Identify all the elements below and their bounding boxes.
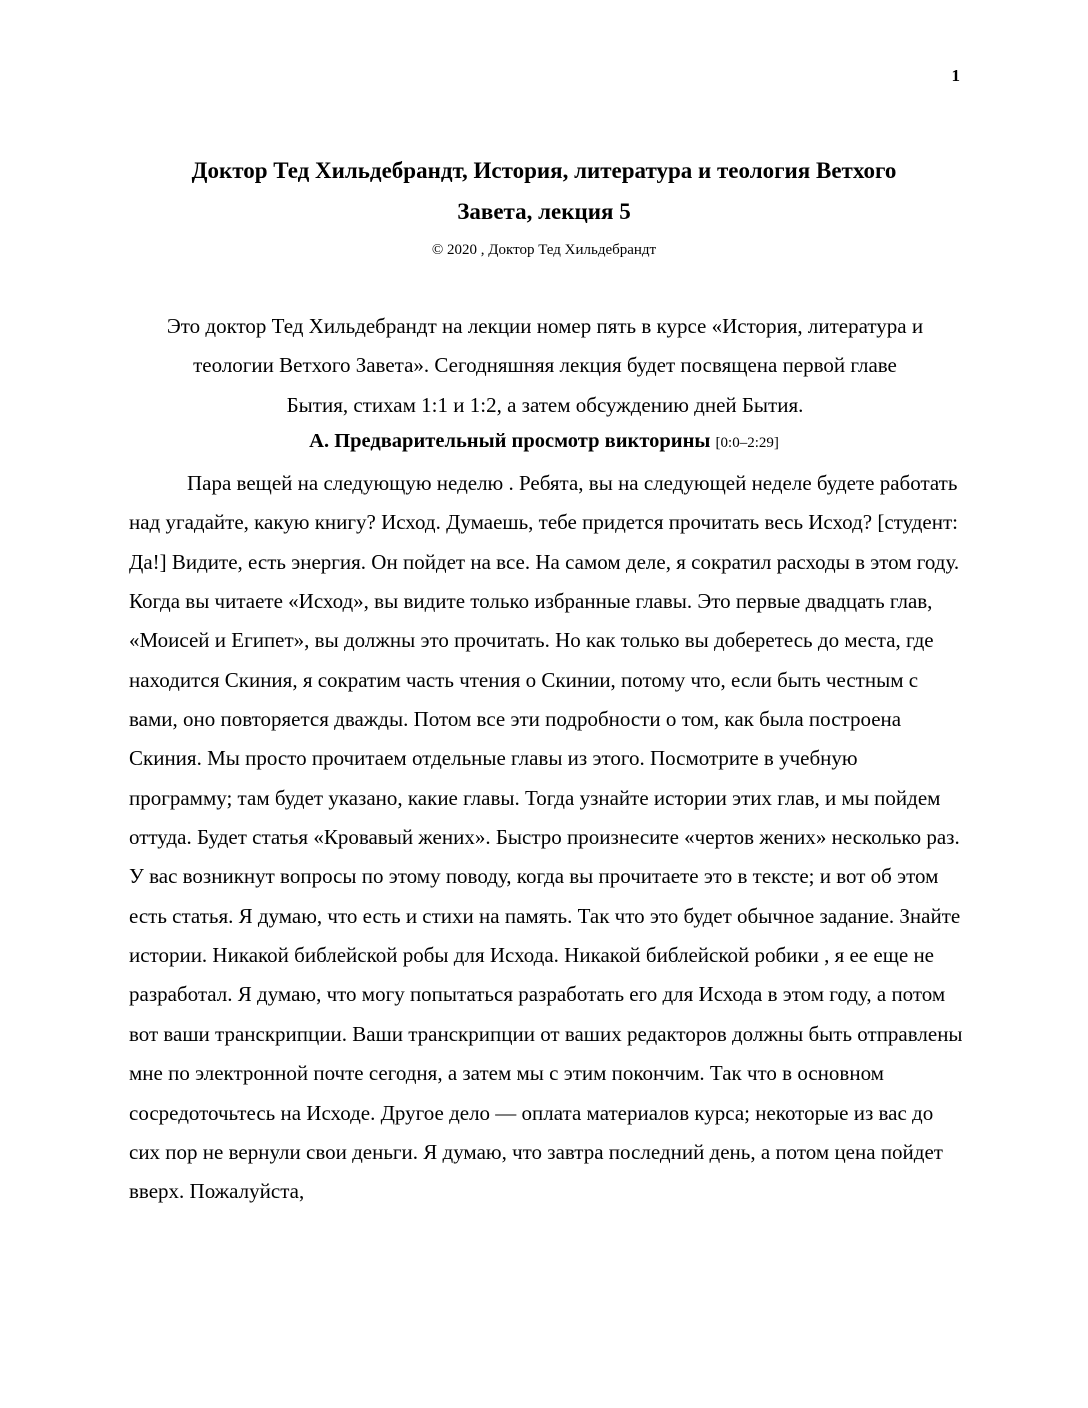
- document-title: [130, 150, 958, 232]
- title-line-2: Завета, лекция 5: [457, 199, 631, 224]
- section-heading: [130, 430, 958, 453]
- intro-line-3: Бытия, стихам 1:1 и 1:2, а затем обсуждению дней Бытия.: [286, 392, 804, 417]
- page-number: 1: [951, 66, 960, 85]
- body-paragraph: Пара вещей на следующую неделю . Ребята, вы на следующей неделе будете работать над угадайте, какую книгу? Исход. Думаешь, тебе придется прочитать весь Исход? [студент: Да!] Видите, есть энергия. Он пойдет на все. На самом деле, я сократил расходы в этом году. Когда вы читаете «Исход», вы видите только избранные главы. Это первые двадцать глав, «Моисей и Египет», вы должны это прочитать. Но как только вы доберетесь до места, где находится Скиния, я сократим часть чтения о Скинии, потому что, если быть честным с вами, оно повторяется дважды. Потом все эти подробности о том, как была построена Скиния. Мы просто прочитаем отдельные главы из этого. Посмотрите в учебную программу; там будет указано, какие главы. Тогда узнайте истории этих глав, и мы пойдем оттуда. Будет статья «Кровавый жених». Быстро произнесите «чертов жених» несколько раз. У вас возникнут вопросы по этому поводу, когда вы прочитаете это в тексте; и вот об этом есть статья. Я думаю, что есть и стихи на память. Так что это будет обычное задание. Знайте истории. Никакой библейской робы для Исхода. Никакой библейской робики , я ее еще не разработал. Я думаю, что могу попытаться разработать его для Исхода в этом году, а потом вот ваши транскрипции. Ваши транскрипции от ваших редакторов должны быть отправлены мне по электронной почте сегодня, а затем мы с этим покончим. Так что в основном сосредоточьтесь на Исходе. Другое дело — оплата материалов курса; некоторые из вас до сих пор не вернули свои деньги. Я думаю, что завтра последний день, а потом цена пойдет вверх. Пожалуйста,: [129, 471, 963, 1204]
- title-line-1: Доктор Тед Хильдебрандт, История, литература и теология Ветхого: [191, 158, 897, 183]
- intro-paragraph: [120, 307, 970, 425]
- intro-line-2: теологии Ветхого Завета». Сегодняшняя лекция будет посвящена первой главе: [193, 353, 897, 378]
- section-heading-text: А. Предварительный просмотр викторины: [309, 430, 711, 452]
- intro-line-1: Это доктор Тед Хильдебрандт на лекции номер пять в курсе «История, литература и: [166, 314, 924, 338]
- copyright-notice: © 2020 , Доктор Тед Хильдебрандт: [431, 242, 657, 258]
- section-timestamp: [0:0–2:29]: [715, 435, 779, 451]
